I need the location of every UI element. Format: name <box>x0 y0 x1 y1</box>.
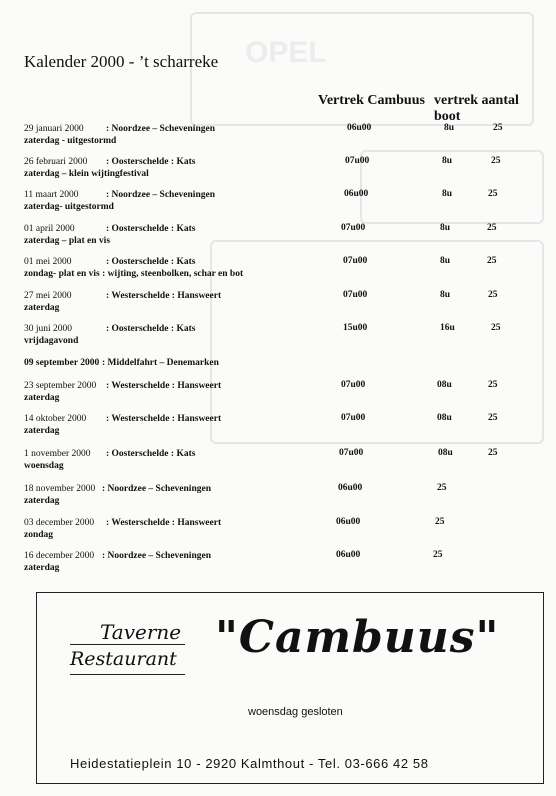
participant-count: 25 <box>487 223 497 233</box>
boat-time: 08u <box>437 380 452 390</box>
ad-underline-1 <box>70 644 185 645</box>
boat-time: 08u <box>437 413 452 423</box>
boat-time: 08u <box>438 448 453 458</box>
participant-count: 25 <box>488 290 498 300</box>
cambuus-time: 15u00 <box>343 323 368 333</box>
trip-route: : Oosterschelde : Kats <box>106 224 196 234</box>
boat-time: 8u <box>442 156 453 166</box>
schedule-row <box>0 190 556 220</box>
ad-restaurant: Restaurant <box>70 648 177 670</box>
trip-date: 30 juni 2000 <box>24 324 73 334</box>
schedule-row <box>0 157 556 187</box>
schedule-row <box>0 324 556 354</box>
trip-route: : Westerschelde : Hansweert <box>106 414 222 424</box>
cambuus-time: 06u00 <box>344 189 369 199</box>
ad-taverne: Taverne <box>100 620 182 644</box>
trip-route: : Noordzee – Scheveningen <box>102 551 211 561</box>
cambuus-time: 07u00 <box>339 448 364 458</box>
schedule-row <box>0 551 556 581</box>
trip-note: zondag- plat en vis : wijting, steenbolken, schar en bot <box>24 269 244 279</box>
cambuus-time: 06u00 <box>336 550 361 560</box>
trip-note: zaterdag <box>24 303 60 313</box>
schedule-row <box>0 414 556 444</box>
schedule-row <box>0 518 556 548</box>
trip-route: : Oosterschelde : Kats <box>106 257 196 267</box>
trip-note: zaterdag <box>24 393 60 403</box>
trip-date: 23 september 2000 <box>24 381 97 391</box>
trip-route: : Oosterschelde : Kats <box>106 324 196 334</box>
boat-time: 8u <box>440 223 451 233</box>
ad-brand-name: "Cambuus" <box>215 612 500 663</box>
schedule-row <box>0 484 556 514</box>
trip-note: zaterdag <box>24 496 60 506</box>
ad-address: Heidestatieplein 10 - 2920 Kalmthout - Tel. 03-666 42 58 <box>70 756 429 771</box>
participant-count: 25 <box>437 483 447 493</box>
trip-note: zaterdag- uitgestormd <box>24 202 114 212</box>
trip-note: zaterdag – plat en vis <box>24 236 111 246</box>
cambuus-time: 06u00 <box>338 483 363 493</box>
trip-route: : Oosterschelde : Kats <box>106 449 196 459</box>
trip-route: : Noordzee – Scheveningen <box>106 190 215 200</box>
participant-count: 25 <box>488 380 498 390</box>
trip-note: woensdag <box>24 461 64 471</box>
trip-note: zaterdag <box>24 563 60 573</box>
trip-date: 03 december 2000 <box>24 518 95 528</box>
trip-date: 11 maart 2000 <box>24 190 79 200</box>
cambuus-time: 07u00 <box>345 156 370 166</box>
trip-date: 01 mei 2000 <box>24 257 72 267</box>
header-vertrek-boot: vertrek aantal boot <box>434 93 519 124</box>
schedule-row <box>0 449 556 479</box>
participant-count: 25 <box>493 123 503 133</box>
participant-count: 25 <box>488 413 498 423</box>
trip-date: 27 mei 2000 <box>24 291 72 301</box>
trip-route: : Noordzee – Scheveningen <box>106 124 215 134</box>
boat-time: 8u <box>444 123 455 133</box>
boat-time: 16u <box>440 323 455 333</box>
trip-date: 18 november 2000 <box>24 484 96 494</box>
trip-route: : Westerschelde : Hansweert <box>106 381 222 391</box>
trip-note: zaterdag - uitgestormd <box>24 136 117 146</box>
cambuus-time: 07u00 <box>341 223 366 233</box>
cambuus-time: 07u00 <box>341 380 366 390</box>
schedule-row <box>0 291 556 321</box>
trip-note: zaterdag <box>24 426 60 436</box>
participant-count: 25 <box>433 550 443 560</box>
ad-closing-day: woensdag gesloten <box>248 706 343 718</box>
participant-count: 25 <box>491 156 501 166</box>
trip-date: 16 december 2000 <box>24 551 95 561</box>
trip-date: 26 februari 2000 <box>24 157 88 167</box>
trip-note: zondag <box>24 530 54 540</box>
trip-route: : Westerschelde : Hansweert <box>106 518 222 528</box>
participant-count: 25 <box>488 189 498 199</box>
schedule-row <box>0 124 556 154</box>
trip-note: zaterdag – klein wijtingfestival <box>24 169 149 179</box>
schedule-row <box>0 224 556 254</box>
page-title: Kalender 2000 - ’t scharreke <box>24 52 219 71</box>
boat-time: 8u <box>440 256 451 266</box>
trip-date: 01 april 2000 <box>24 224 75 234</box>
trip-date: 14 oktober 2000 <box>24 414 87 424</box>
trip-note: vrijdagavond <box>24 336 79 346</box>
trip-date: 29 januari 2000 <box>24 124 84 134</box>
trip-route: : Middelfahrt – Denemarken <box>102 358 219 368</box>
trip-date: 1 november 2000 <box>24 449 91 459</box>
cambuus-time: 07u00 <box>341 413 366 423</box>
cambuus-time: 06u00 <box>347 123 372 133</box>
schedule-row <box>0 381 556 411</box>
schedule-row <box>0 257 556 287</box>
trip-route: : Westerschelde : Hansweert <box>106 291 222 301</box>
trip-route: : Noordzee – Scheveningen <box>102 484 211 494</box>
trip-route: : Oosterschelde : Kats <box>106 157 196 167</box>
participant-count: 25 <box>487 256 497 266</box>
showthrough-logo: OPEL <box>245 36 327 69</box>
cambuus-time: 07u00 <box>343 256 368 266</box>
boat-time: 8u <box>442 189 453 199</box>
participant-count: 25 <box>488 448 498 458</box>
trip-date: 09 september 2000 <box>24 358 100 368</box>
participant-count: 25 <box>491 323 501 333</box>
cambuus-time: 07u00 <box>343 290 368 300</box>
header-vertrek-cambuus: Vertrek Cambuus <box>318 93 425 108</box>
cambuus-time: 06u00 <box>336 517 361 527</box>
participant-count: 25 <box>435 517 445 527</box>
ad-underline-2 <box>70 674 185 675</box>
boat-time: 8u <box>440 290 451 300</box>
